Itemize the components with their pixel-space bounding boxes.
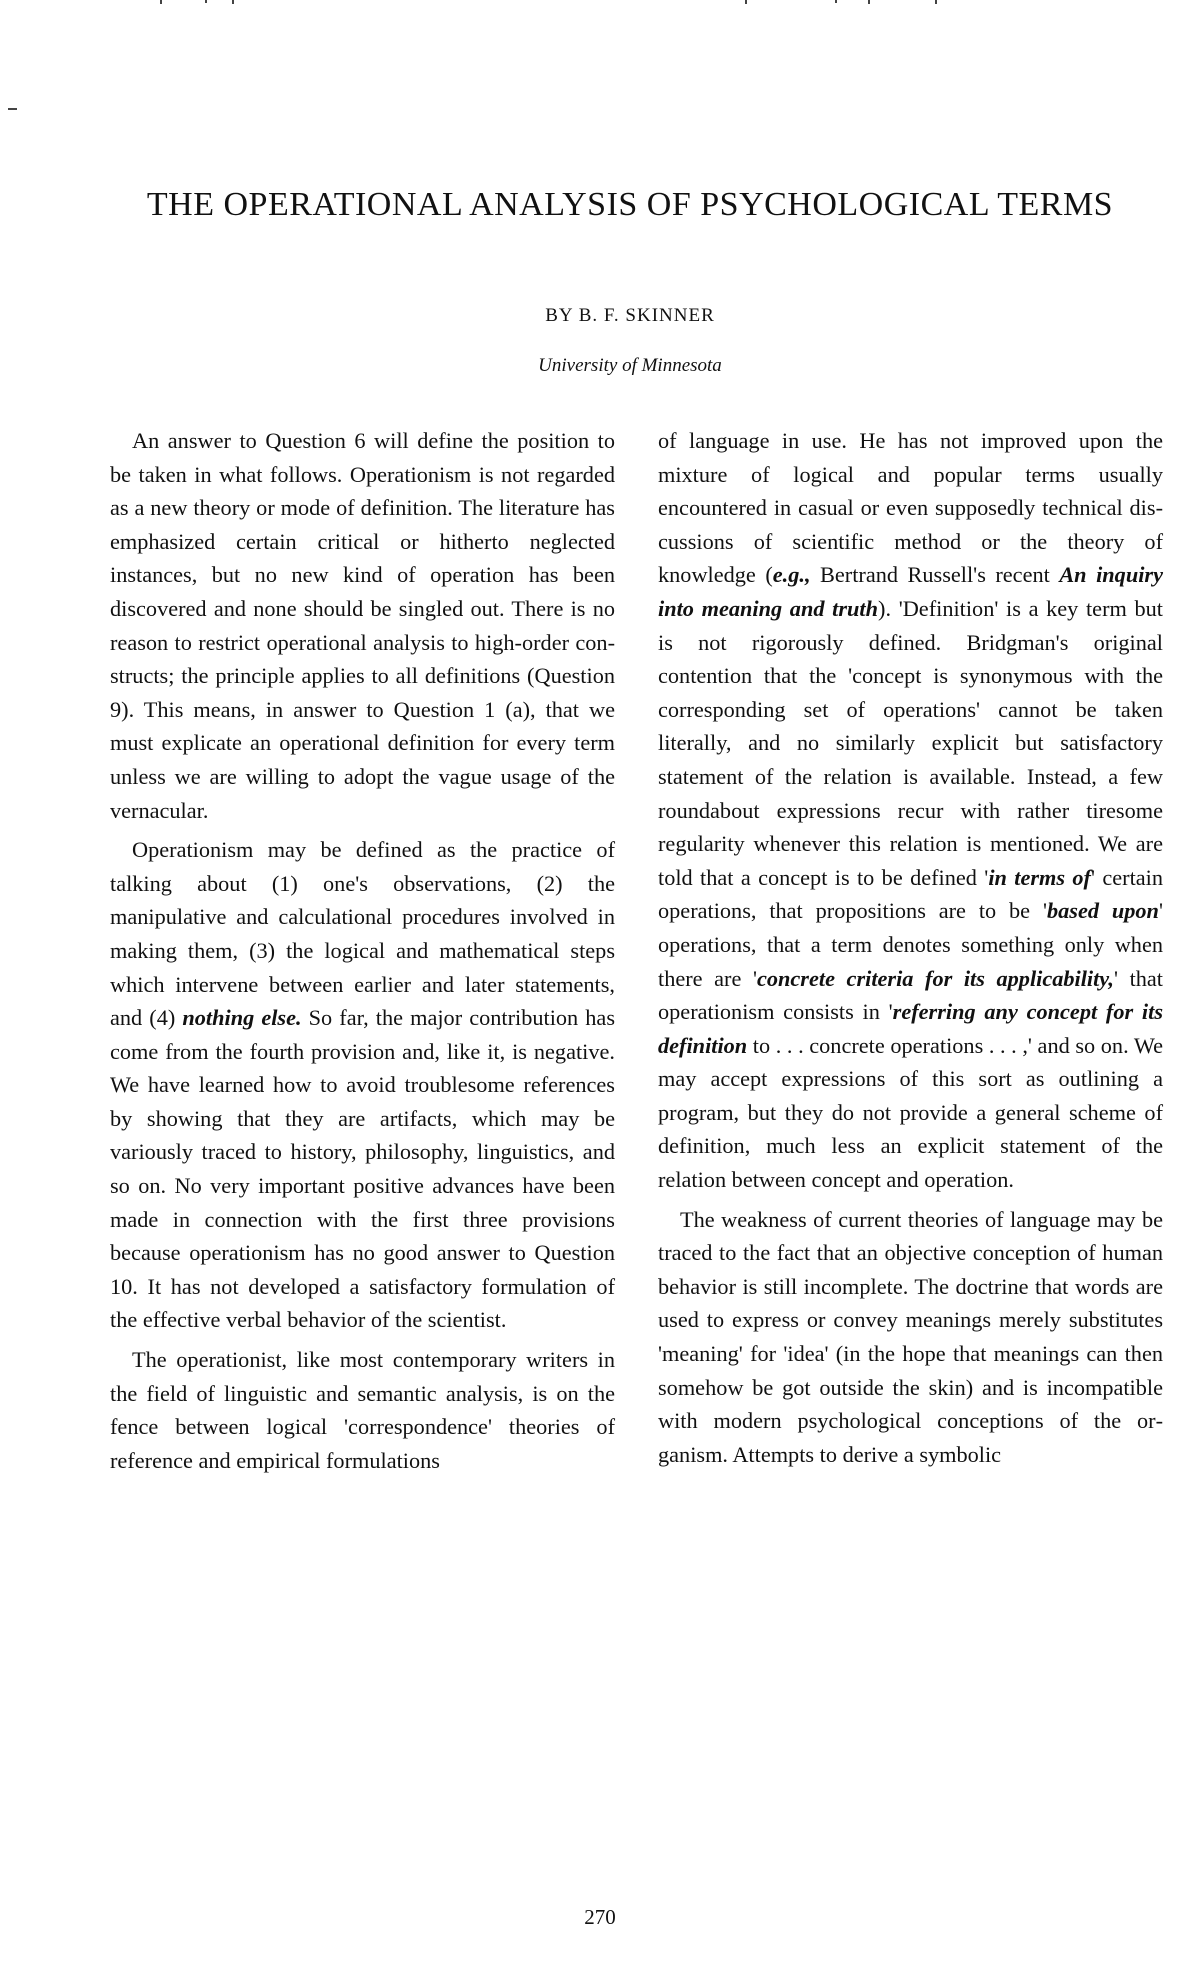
paragraph-text: ' operations, that a term denotes something only when there are ' bbox=[658, 898, 1163, 991]
scan-artifact bbox=[935, 0, 937, 4]
scan-artifact bbox=[160, 0, 162, 4]
scan-artifact bbox=[745, 0, 747, 4]
paragraph-text: So far, the major contribution has come from the fourth provision and, like it, is negative. We have learned how to avoid troublesome references by showing that they are artifacts, which may be variously traced to history, philosophy, linguistics, and so on. No very important positive advances have been made in connection with the first three provisions because operationism has no good answer to Question 10. It has not developed a satisfactory formulation of the effective verbal behavior of the scientist. bbox=[110, 1005, 616, 1333]
paragraph-text: Operationism may be defined as the practice of talking about (1) one's observations, (2) the manipulative and calculational procedures involved in making them, (3) the logical and mathematical steps which intervene between earlier and later statements, and (4) bbox=[110, 837, 615, 1031]
article-author: BY B. F. SKINNER bbox=[545, 305, 715, 326]
page-number: 270 bbox=[584, 1905, 616, 1929]
paragraph-text: ). 'Definition' is a key term but is not rigorously defined. Bridgman's original contention that the 'concept is synonymous with the corresponding set of operations' cannot be taken literally, and no similarly explicit but satisfactory statement of the relation is available. Instead, a few roundabout expressions recur with rather tiresome regularity whenever this relation is mentioned. We are told that a concept is to be defined ' bbox=[658, 595, 1163, 890]
book-title: An inquiry into meaning and truth bbox=[658, 562, 1163, 621]
article-title: THE OPERATIONAL ANALYSIS OF PSYCHOLOGICAL TERMS bbox=[146, 186, 1114, 223]
author-affiliation: University of Minnesota bbox=[538, 355, 722, 376]
emphasis-text: in terms of bbox=[988, 864, 1091, 890]
scan-artifact bbox=[8, 108, 17, 110]
paragraph-text: ' that operationism consists in ' bbox=[658, 965, 1164, 1025]
paragraph-weakness-of-theories: The weakness of current theories of language may be traced to the fact that an objective conception of human behavior is still incomplete. The doctrine that words are used to express or convey meanings merely substitutes 'meaning' for 'idea' (in the hope that meanings can then somehow be got outside the skin) and is incompatible with modern psychological conceptions of the organism. Attempts to derive a symbolic bbox=[658, 1206, 1163, 1467]
paragraph-text: ' certain operations, that propositions are to be ' bbox=[658, 864, 1164, 924]
emphasis-text: based upon bbox=[1046, 898, 1159, 924]
emphasis-text: nothing else. bbox=[182, 1005, 302, 1031]
paragraph-operationist: The operationist, like most contemporary writers in the field of linguistic and semantic analysis, is on the fence between logical 'correspondence' theories of reference and empirical formulations bbox=[110, 1347, 615, 1473]
scan-artifact bbox=[835, 0, 837, 3]
scan-artifact bbox=[205, 0, 207, 3]
emphasis-text: referring any concept for its definition bbox=[658, 999, 1163, 1058]
paragraph-text: Bertrand Russell's recent bbox=[810, 562, 1060, 588]
paragraph-question-6: An answer to Question 6 will define the position to be taken in what follows. Operationism is not regarded as a new theory or mode of definition. The literature has emphasized certain critical or hitherto neglected instances, but no new kind of operation has been discovered and none should be singled out. There is no reason to restrict operational analysis to high-order constructs; the principle applies to all definitions (Question 9). This means, in answer to Question 1 (a), that we must explicate an operational definition for every term unless we are willing to adopt the vague usage of the vernacular. bbox=[110, 428, 615, 823]
paragraph-text: of language in use. He has not improved upon the mixture of logical and popular terms usually encountered in casual or even supposedly technical discussions of scientific method or the theory of knowledge ( bbox=[658, 428, 1163, 588]
scan-artifact bbox=[868, 0, 870, 4]
scan-artifact bbox=[232, 0, 234, 4]
right-column bbox=[658, 424, 1163, 1477]
emphasis-text: concrete criteria for its applicability, bbox=[756, 965, 1114, 991]
emphasis-text: e.g., bbox=[772, 562, 811, 588]
paragraph-operationism-defined bbox=[110, 833, 615, 1337]
paragraph-text: to . . . concrete operations . . . ,' and so on. We may accept expressions of this sort as outlining a program, but they do not provide a general scheme of definition, much less an explicit statement of the relation between concept and operation. bbox=[658, 1032, 1163, 1193]
paragraph-language-in-use bbox=[658, 424, 1163, 1197]
left-column bbox=[110, 424, 615, 1483]
